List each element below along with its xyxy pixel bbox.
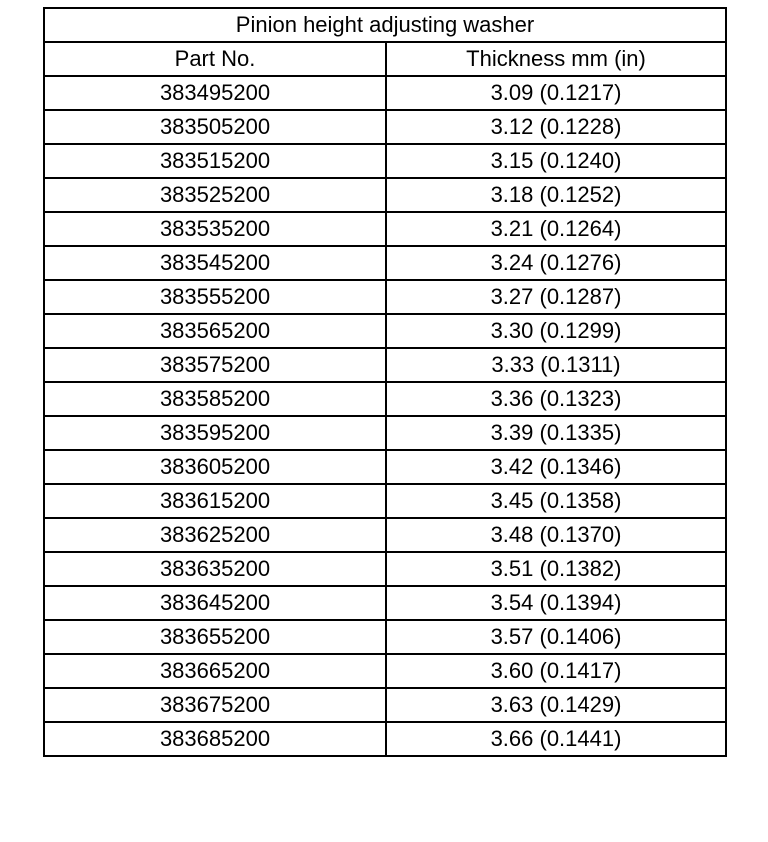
- table-row: [44, 552, 726, 586]
- thickness-cell: 3.09 (0.1217): [386, 76, 726, 110]
- table-row: [44, 688, 726, 722]
- table-row: [44, 416, 726, 450]
- part-number-cell: 383505200: [44, 110, 386, 144]
- table-row: [44, 518, 726, 552]
- part-number-cell: 383545200: [44, 246, 386, 280]
- thickness-cell: 3.15 (0.1240): [386, 144, 726, 178]
- thickness-cell: 3.48 (0.1370): [386, 518, 726, 552]
- part-number-cell: 383575200: [44, 348, 386, 382]
- part-number-cell: 383635200: [44, 552, 386, 586]
- table-row: [44, 178, 726, 212]
- table-header-row: [44, 42, 726, 76]
- table-row: [44, 620, 726, 654]
- part-number-cell: 383645200: [44, 586, 386, 620]
- part-number-cell: 383605200: [44, 450, 386, 484]
- thickness-cell: 3.60 (0.1417): [386, 654, 726, 688]
- part-number-cell: 383665200: [44, 654, 386, 688]
- table-row: [44, 450, 726, 484]
- thickness-cell: 3.36 (0.1323): [386, 382, 726, 416]
- part-number-cell: 383655200: [44, 620, 386, 654]
- part-number-cell: 383675200: [44, 688, 386, 722]
- column-header-part-no: Part No.: [44, 42, 386, 76]
- table-row: [44, 314, 726, 348]
- thickness-cell: 3.30 (0.1299): [386, 314, 726, 348]
- thickness-cell: 3.27 (0.1287): [386, 280, 726, 314]
- table-row: [44, 654, 726, 688]
- thickness-cell: 3.24 (0.1276): [386, 246, 726, 280]
- column-header-thickness: Thickness mm (in): [386, 42, 726, 76]
- washer-spec-table: [43, 7, 727, 757]
- thickness-cell: 3.12 (0.1228): [386, 110, 726, 144]
- table-row: [44, 722, 726, 756]
- part-number-cell: 383585200: [44, 382, 386, 416]
- table-row: [44, 586, 726, 620]
- table-row: [44, 382, 726, 416]
- table-row: [44, 246, 726, 280]
- table-row: [44, 348, 726, 382]
- table-row: [44, 280, 726, 314]
- thickness-cell: 3.39 (0.1335): [386, 416, 726, 450]
- thickness-cell: 3.57 (0.1406): [386, 620, 726, 654]
- part-number-cell: 383565200: [44, 314, 386, 348]
- part-number-cell: 383555200: [44, 280, 386, 314]
- table-row: [44, 212, 726, 246]
- thickness-cell: 3.51 (0.1382): [386, 552, 726, 586]
- table-title-row: [44, 8, 726, 42]
- thickness-cell: 3.42 (0.1346): [386, 450, 726, 484]
- thickness-cell: 3.45 (0.1358): [386, 484, 726, 518]
- thickness-cell: 3.54 (0.1394): [386, 586, 726, 620]
- table-row: [44, 484, 726, 518]
- part-number-cell: 383615200: [44, 484, 386, 518]
- part-number-cell: 383685200: [44, 722, 386, 756]
- part-number-cell: 383535200: [44, 212, 386, 246]
- thickness-cell: 3.18 (0.1252): [386, 178, 726, 212]
- part-number-cell: 383525200: [44, 178, 386, 212]
- part-number-cell: 383595200: [44, 416, 386, 450]
- part-number-cell: 383515200: [44, 144, 386, 178]
- thickness-cell: 3.21 (0.1264): [386, 212, 726, 246]
- part-number-cell: 383625200: [44, 518, 386, 552]
- part-number-cell: 383495200: [44, 76, 386, 110]
- table-body: [44, 76, 726, 756]
- table-title: Pinion height adjusting washer: [44, 8, 726, 42]
- table-row: [44, 110, 726, 144]
- thickness-cell: 3.33 (0.1311): [386, 348, 726, 382]
- table-row: [44, 76, 726, 110]
- thickness-cell: 3.66 (0.1441): [386, 722, 726, 756]
- thickness-cell: 3.63 (0.1429): [386, 688, 726, 722]
- table-row: [44, 144, 726, 178]
